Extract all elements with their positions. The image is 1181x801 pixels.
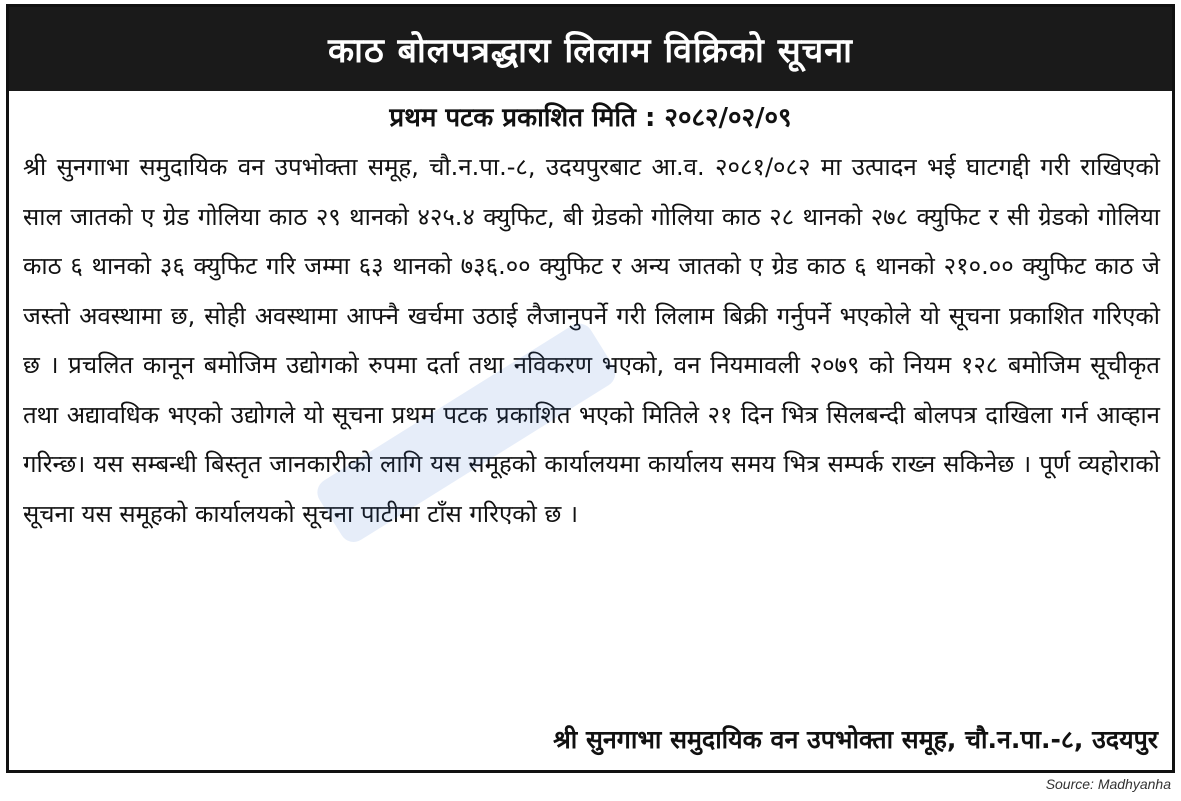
- publication-date: प्रथम पटक प्रकाशित मिति : २०८२/०२/०९: [389, 103, 792, 133]
- notice-header: [9, 7, 1172, 91]
- notice-signature: श्री सुनगाभा समुदायिक वन उपभोक्ता समूह, चौ.न.पा.-८, उदयपुर: [553, 725, 1158, 754]
- notice-body: श्री सुनगाभा समुदायिक वन उपभोक्ता समूह, चौ.न.पा.-८, उदयपुरबाट आ.व. २०८१/०८२ मा उत्पादन भई घाटगद्दी गरी राखिएको साल जातको ए ग्रेड गोलिया काठ २९ थानको ४२५.४ क्युफिट, बी ग्रेडको गोलिया काठ २८ थानको २७८ क्युफिट र सी ग्रेडको गोलिया काठ ६ थानको ३६ क्युफिट गरि जम्मा ६३ थानको ७३६.०० क्युफिट र अन्य जातको ए ग्रेड काठ ६ थानको २१०.०० क्युफिट काठ जे जस्तो अवस्थामा छ, सोही अवस्थामा आफ्नै खर्चमा उठाई लैजानुपर्ने गरी लिलाम बिक्री गर्नुपर्ने भएकोले यो सूचना प्रकाशित गरिएको छ । प्रचलित कानून बमोजिम उद्योगको रुपमा दर्ता तथा नविकरण भएको, वन नियमावली २०७९ को नियम १२८ बमोजिम सूचीकृत तथा अद्यावधिक भएको उद्योगले यो सूचना प्रथम पटक प्रकाशित भएको मितिले २१ दिन भित्र सिलबन्दी बोलपत्र दाखिला गर्न आव्हान गरिन्छ। यस सम्बन्धी बिस्तृत जानकारीको लागि यस समूहको कार्यालयमा कार्यालय समय भित्र सम्पर्क राख्न सकिनेछ । पूर्ण व्यहोराको सूचना यस समूहको कार्यालयको सूचना पाटीमा टाँस गरिएको छ ।: [23, 153, 1160, 528]
- notice-box: [6, 4, 1175, 773]
- notice-title: काठ बोलपत्रद्धारा लिलाम विक्रिको सूचना: [328, 31, 853, 71]
- source-credit: Source: Madhyanha: [1045, 776, 1171, 792]
